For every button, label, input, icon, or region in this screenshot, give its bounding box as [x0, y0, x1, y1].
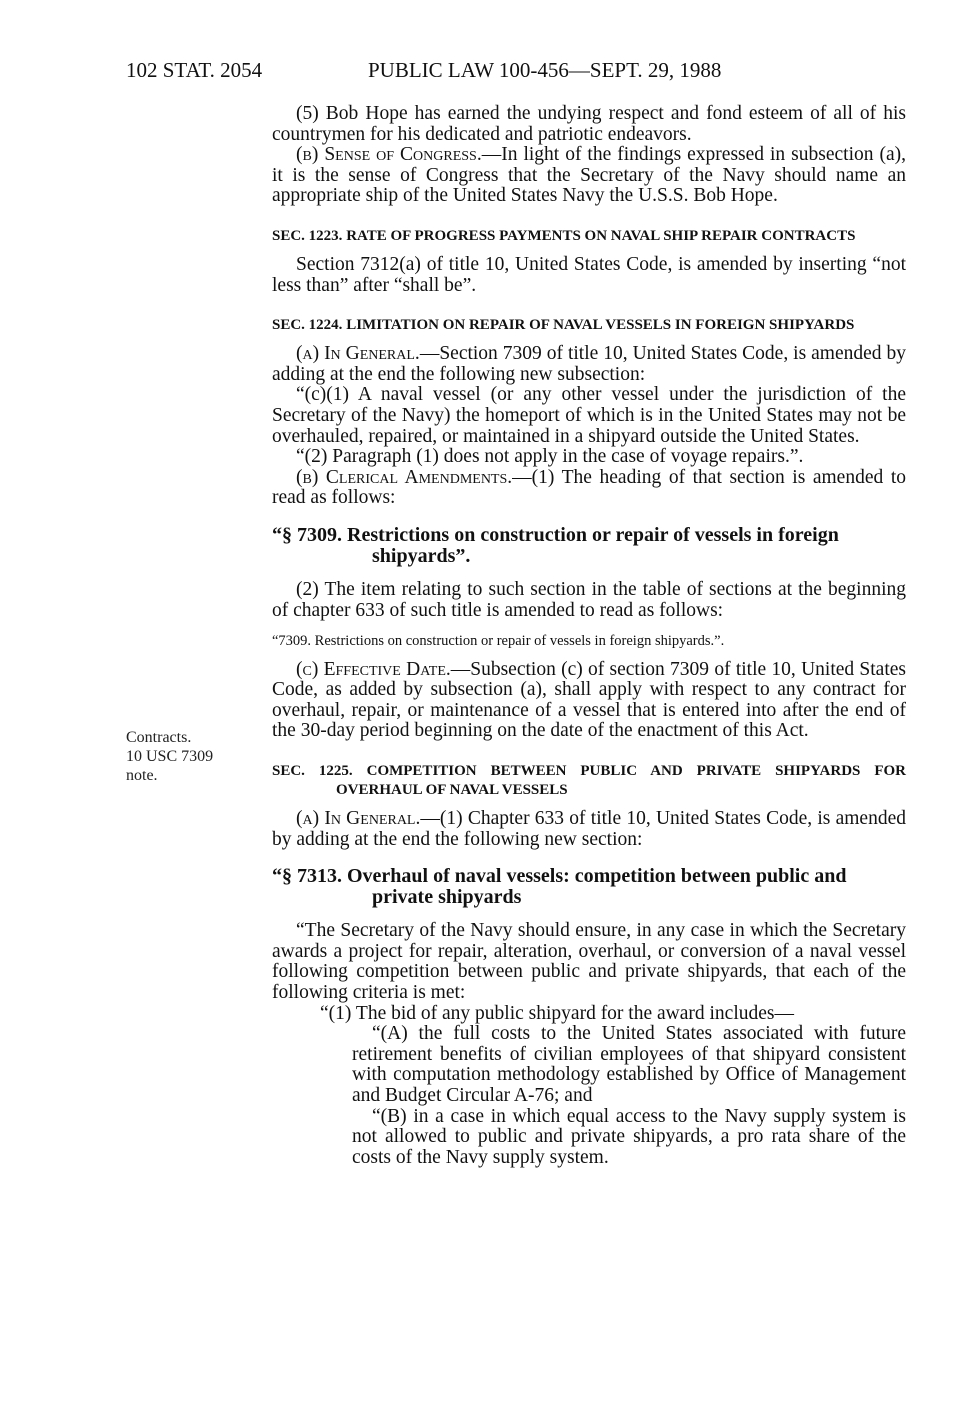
subsection-heading: (a) In General. [296, 343, 420, 365]
paragraph-1224-b [272, 468, 906, 509]
clause-block [272, 1024, 906, 1168]
subsection-text: —Section 7309 of title 10, United States Code, is amended by adding at the end the following new subsection: [272, 343, 906, 385]
margin-note-line: 10 USC 7309 [126, 748, 214, 765]
section-item-7313: “§ 7313. Overhaul of naval vessels: competition between public and private shipyards [272, 865, 847, 909]
paragraph-bob-hope: (5) Bob Hope has earned the undying respect and fond esteem of all of his countrymen for his dedicated and patriotic endeavors. [272, 103, 906, 145]
margin-note [126, 728, 236, 785]
paragraph-sense-of-congress [272, 145, 906, 207]
section-item-7309: “§ 7309. Restrictions on construction or repair of vessels in foreign shipyards”. [272, 523, 839, 567]
margin-note-line: Contracts. [126, 729, 192, 746]
subsection-heading: (b) Sense of Congress. [296, 144, 482, 166]
paragraph-1223: Section 7312(a) of title 10, United States Code, is amended by inserting “not less than” after “shall be”. [272, 253, 906, 296]
main-column [272, 104, 906, 1168]
section-number: SEC. 1223. [272, 227, 343, 244]
subsection-text: —Subsection (c) of section 7309 of title 10, United States Code, as added by subsection (a), shall apply with respect to any contract for overhaul, repair, or maintenance of a vessel that is entered into after the end of the 30-day period beginning on the date of the enactment of this Act. [272, 658, 907, 742]
section-heading-1223 [272, 227, 906, 246]
subsection-text: —(1) Chapter 633 of title 10, United States Code, is amended by adding at the end the following new section: [272, 808, 906, 850]
section-title: COMPETITION BETWEEN PUBLIC AND PRIVATE SHIPYARDS FOR OVERHAUL OF NAVAL VESSELS [336, 763, 907, 799]
paragraph-1224-c [272, 660, 906, 742]
section-title: LIMITATION ON REPAIR OF NAVAL VESSELS IN FOREIGN SHIPYARDS [346, 317, 855, 334]
paragraph-7313: “The Secretary of the Navy should ensure, in any case in which the Secretary awards a project for repair, alteration, overhaul, or conversion of a naval vessel following competition between public and private shipyards, that each of the following criteria is met: [272, 920, 906, 1004]
paragraph-7313-1: “(1) The bid of any public shipyard for the award includes— [320, 1002, 794, 1024]
subsection-heading: (b) Clerical Amendments. [296, 466, 513, 488]
section-title: RATE OF PROGRESS PAYMENTS ON NAVAL SHIP REPAIR CONTRACTS [346, 227, 856, 244]
margin-note-line: note. [126, 767, 158, 784]
section-heading-1224 [272, 316, 906, 335]
paragraph-7313-A: “(A) the full costs to the United States associated with future retirement benefits of civilian employees of that shipyard consistent with computation methodology established by Office of Management and Budget Circular A-76; and [352, 1023, 906, 1106]
paragraph-1224-b2: (2) The item relating to such section in the table of sections at the beginning of chapter 633 of such title is amended to read as follows: [272, 578, 906, 621]
subsection-text: —(1) The heading of that section is amended to read as follows: [272, 466, 906, 509]
paragraph-1225-a [272, 809, 906, 850]
table-item-7309: “7309. Restrictions on construction or repair of vessels in foreign shipyards.”. [272, 633, 725, 650]
paragraph-7313-B: “(B) in a case in which equal access to the Navy supply system is not allowed to public and private shipyards, a pro rata share of the costs of the Navy supply system. [352, 1105, 906, 1168]
section-number: SEC. 1224. [272, 317, 343, 334]
paragraph-1224-a [272, 344, 906, 385]
subsection-text: —In light of the findings expressed in subsection (a), it is the sense of Congress that the Secretary of the Navy should name an appropriate ship of the United States Navy the U.S.S. Bob Hope. [272, 144, 907, 207]
section-number: SEC. 1225. [272, 763, 353, 780]
subsection-heading: (c) Effective Date. [296, 658, 451, 680]
paragraph-1224-c1: “(c)(1) A naval vessel (or any other vessel under the jurisdiction of the Secretary of the Navy) the homeport of which is in the United States may not be overhauled, repaired, or maintained in a shipyard outside the United States. [272, 384, 906, 447]
section-heading-1225 [272, 762, 906, 800]
page-stat-citation: 102 STAT. 2054 [126, 58, 263, 82]
subsection-heading: (a) In General. [296, 808, 421, 830]
paragraph-1224-c2: “(2) Paragraph (1) does not apply in the case of voyage repairs.”. [296, 446, 804, 468]
page-law-title: PUBLIC LAW 100-456—SEPT. 29, 1988 [368, 58, 722, 82]
